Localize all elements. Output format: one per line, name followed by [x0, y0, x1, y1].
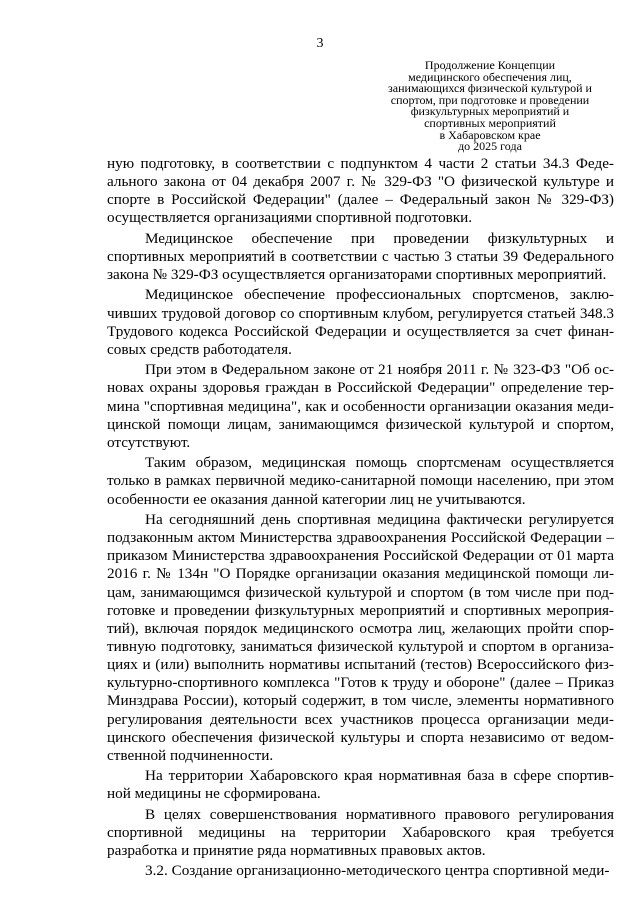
- header-line: спортом, при подготовке и проведении: [390, 92, 590, 107]
- header-line: физкультурных мероприятий и: [410, 104, 570, 119]
- document-header: [355, 60, 625, 153]
- paragraph: На территории Хабаровского края нормативная база в сфере спортив-ной медицины не сформирована.: [107, 767, 614, 803]
- paragraph: На сегодняшний день спортивная медицина фактически регулируется подзаконным актом Министерства здравоохранения Российской Федерации – приказом Министерства здравоохранения Российской Федерации от 01 марта 2016 г. № 134н "О Порядке организации оказания медицинской помощи ли-цам, занимающимся физической культурой и спортом (в том числе при под-готовке и проведении физкультурных мероприятий и спортивных мероприя-тий), включая порядок медицинского осмотра лиц, желающих пройти спор-тивную подготовку, заниматься физической культурой и спортом в организа-циях и (или) выполнить нормативы испытаний (тестов) Всероссийского физ-культурно-спортивного комплекса "Готов к труду и обороне" (далее – Приказ Минздрава России), который содержит, в том числе, элементы нормативного регулирования деятельности всех участников процесса организации меди-цинского обеспечения физической культуры и спорта независимо от ведом-ственной подчиненности.: [107, 510, 614, 764]
- document-body: [107, 155, 614, 883]
- header-line: Продолжение Концепции: [424, 58, 556, 72]
- header-line: спортивных мероприятий: [424, 115, 556, 130]
- paragraph: В целях совершенствования нормативного правового регулирования спортивной медицины на территории Хабаровского края требуется разработка и принятие ряда нормативных правовых актов.: [107, 805, 614, 860]
- paragraph: 3.2. Создание организационно-методического центра спортивной меди-: [145, 862, 610, 880]
- paragraph: Таким образом, медицинская помощь спортсменам осуществляется только в рамках первичной медико-санитарной помощи населению, при этом особенности ее оказания данной категории лиц не учитываются.: [107, 454, 614, 508]
- paragraph: При этом в Федеральном законе от 21 ноября 2011 г. № 323-ФЗ "Об ос-новах охраны здоровья граждан в Российской Федерации" определение тер-мина "спортивная медицина", как и особенности организации оказания меди-цинской помощи лицам, занимающимся физической культурой и спортом, отсутствуют.: [107, 361, 614, 451]
- paragraph: Медицинское обеспечение профессиональных спортсменов, заклю-чивших трудовой договор со спортивным клубом, регулируется статьей 348.3 Трудового кодекса Российской Федерации и осуществляется за счет финан-совых средств работодателя.: [107, 286, 614, 358]
- paragraph: ную подготовку, в соответствии с подпунктом 4 части 2 статьи 34.3 Феде-ального закона от 04 декабря 2007 г. № 329-ФЗ "О физической культуре и спорте в Российской Федерации" (далее – Федеральный закон № 329-ФЗ) осуществляется организациями спортивной подготовки.: [107, 155, 614, 227]
- paragraph: Медицинское обеспечение при проведении физкультурных и спортивных мероприятий в соответствии с частью 3 статьи 39 Федерального закона № 329-ФЗ осуществляется организаторами спортивных мероприятий.: [107, 229, 614, 284]
- header-line: занимающихся физической культурой и: [388, 81, 592, 96]
- header-line: в Хабаровском крае: [439, 127, 541, 142]
- page-number: 3: [316, 36, 324, 51]
- header-line: до 2025 года: [458, 139, 522, 154]
- header-line: медицинского обеспечения лиц,: [408, 69, 572, 84]
